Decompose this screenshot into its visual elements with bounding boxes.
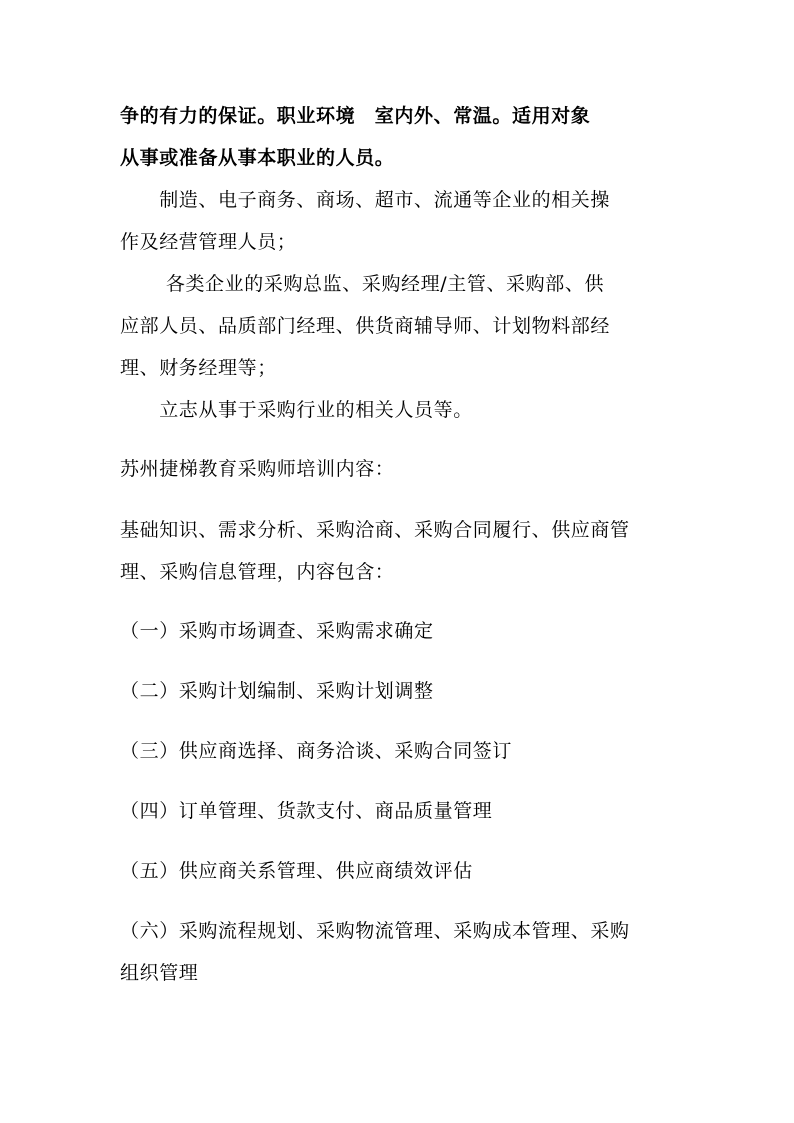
paragraph-line-11: 理、采购信息管理，内容包含： — [120, 561, 395, 583]
list-item-6-continued: 组织管理 — [120, 962, 199, 984]
paragraph-line-4: 作及经营管理人员； — [120, 231, 297, 253]
paragraph-line-1: 争的有力的保证。职业环境 室内外、常温。适用对象 — [120, 105, 591, 127]
paragraph-line-10: 基础知识、需求分析、采购洽商、采购合同履行、供应商管 — [120, 519, 630, 541]
list-item-5: （五）供应商关系管理、供应商绩效评估 — [120, 860, 473, 882]
list-item-2: （二）采购计划编制、采购计划调整 — [120, 680, 434, 702]
list-item-6: （六）采购流程规划、采购物流管理、采购成本管理、采购 — [120, 920, 630, 942]
paragraph-line-2: 从事或准备从事本职业的人员。 — [120, 147, 395, 169]
list-item-1: （一）采购市场调查、采购需求确定 — [120, 620, 434, 642]
paragraph-line-8: 立志从事于采购行业的相关人员等。 — [120, 399, 473, 421]
paragraph-line-5: 各类企业的采购总监、采购经理/主管、采购部、供 — [120, 273, 605, 295]
paragraph-line-6: 应部人员、品质部门经理、供货商辅导师、计划物料部经 — [120, 315, 611, 337]
paragraph-line-3: 制造、电子商务、商场、超市、流通等企业的相关操 — [120, 189, 611, 211]
paragraph-line-7: 理、财务经理等； — [120, 357, 277, 379]
list-item-3: （三）供应商选择、商务洽谈、采购合同签订 — [120, 740, 513, 762]
list-item-4: （四）订单管理、货款支付、商品质量管理 — [120, 800, 493, 822]
section-heading: 苏州捷梯教育采购师培训内容： — [120, 458, 395, 480]
